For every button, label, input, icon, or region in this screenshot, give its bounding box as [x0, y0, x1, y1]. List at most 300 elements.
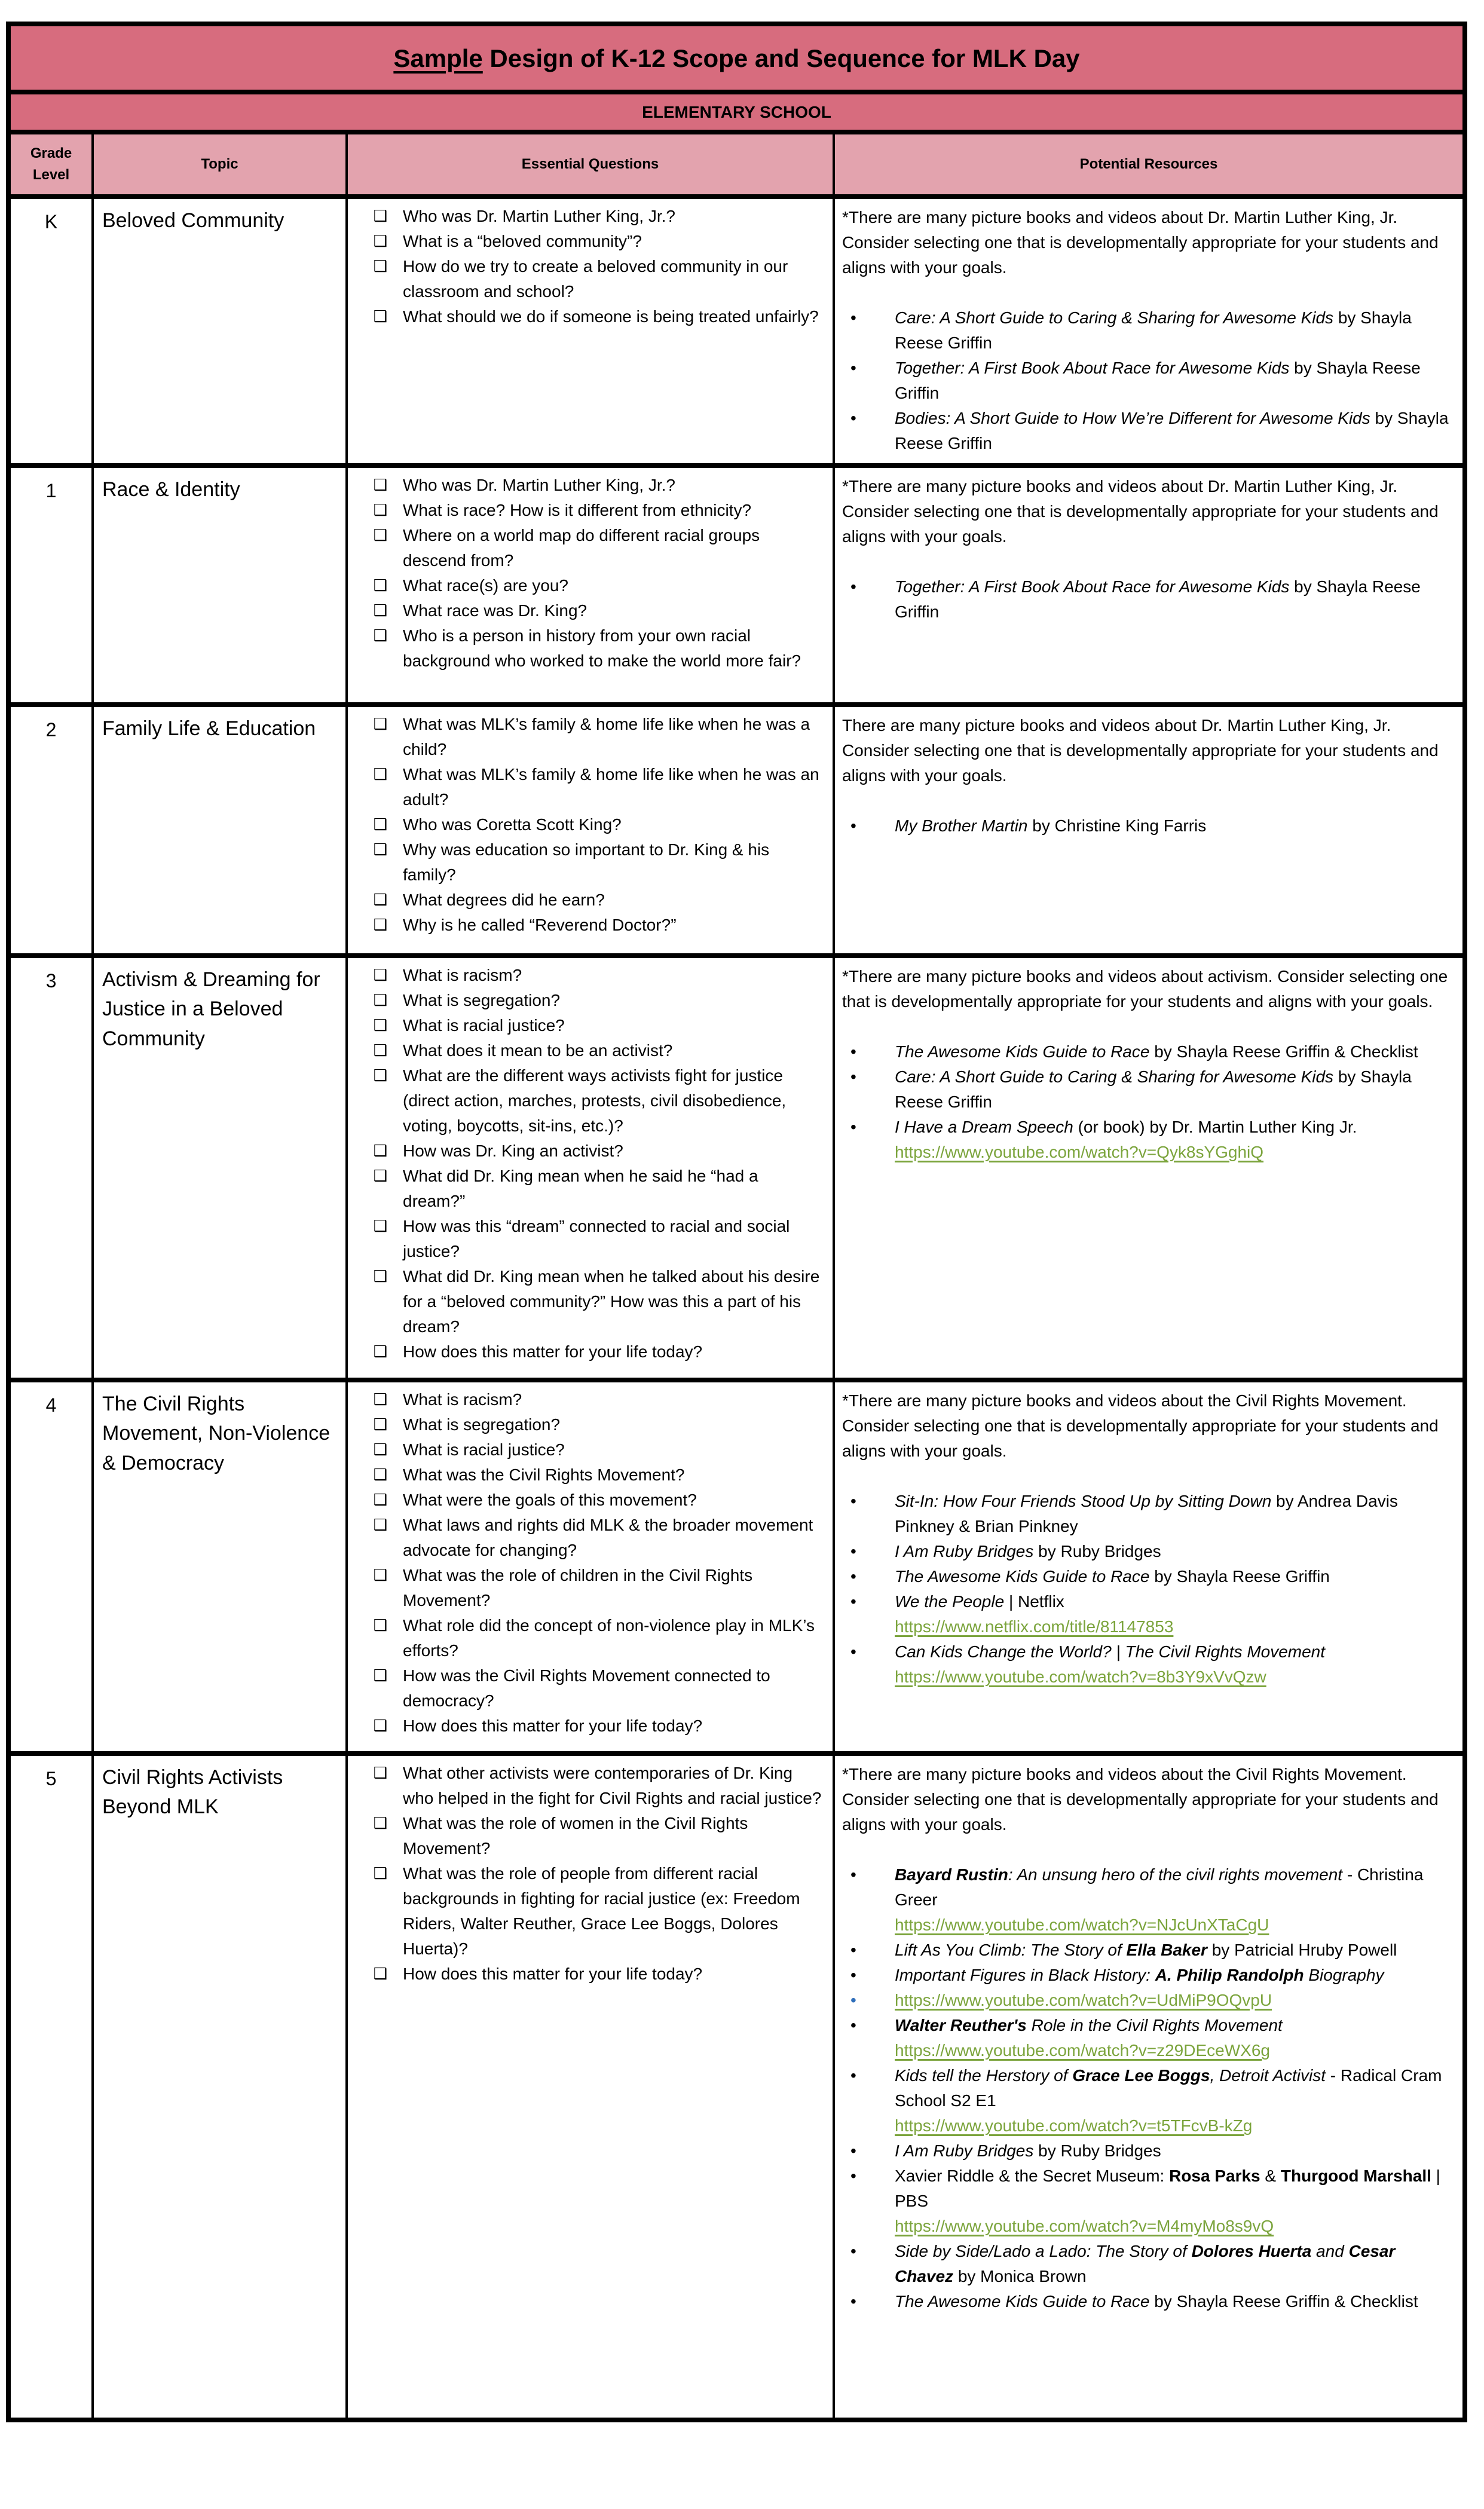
- bullet-icon: •: [850, 2066, 856, 2085]
- bullet-icon: •: [850, 1492, 856, 1510]
- question-item: [348, 1663, 829, 1714]
- question-item: [348, 762, 829, 812]
- resource-text-segment: by Shayla Reese Griffin: [895, 409, 1449, 452]
- topic-cell: Activism & Dreaming for Justice in a Beloved Community: [91, 958, 345, 1378]
- question-list: [348, 204, 829, 329]
- resource-text: [895, 1064, 1454, 1115]
- resource-link[interactable]: https://www.youtube.com/watch?v=Qyk8sYGghiQ: [895, 1143, 1264, 1161]
- resource-item: [842, 1064, 1454, 1115]
- question-item: [348, 1214, 829, 1264]
- question-text: How was the Civil Rights Movement connected to democracy?: [403, 1666, 770, 1710]
- resource-text-segment: I Am Ruby Bridges: [895, 1542, 1034, 1561]
- question-text: What is segregation?: [403, 991, 561, 1009]
- resource-text-segment: | PBS: [895, 2167, 1440, 2210]
- resource-text-segment: and: [1311, 2242, 1349, 2260]
- question-item: [348, 1563, 829, 1613]
- resource-text-segment: The Awesome Kids Guide to Race: [895, 1567, 1150, 1586]
- checkbox-icon: ❑: [373, 1764, 387, 1782]
- question-text: What should we do if someone is being treated unfairly?: [403, 307, 819, 326]
- resource-text-segment: My Brother Martin: [895, 816, 1028, 835]
- checkbox-icon: ❑: [373, 1167, 387, 1185]
- topic-cell: Civil Rights Activists Beyond MLK: [91, 1756, 345, 2418]
- resource-text: [895, 2164, 1454, 2239]
- resource-link[interactable]: https://www.youtube.com/watch?v=UdMiP9OQvpU: [895, 1991, 1272, 2009]
- question-text: What is segregation?: [403, 1415, 561, 1434]
- question-item: [348, 254, 829, 304]
- resource-text-segment: Side by Side/Lado a Lado: The Story of: [895, 2242, 1192, 2260]
- resources-intro: *There are many picture books and videos about Dr. Martin Luther King, Jr. Consider selecting one that is developmentally appropriate for your students and aligns with your goals.: [842, 208, 1439, 277]
- question-text: What role did the concept of non-violence play in MLK’s efforts?: [403, 1616, 815, 1660]
- checkbox-icon: ❑: [373, 1865, 387, 1883]
- question-text: Who is a person in history from your own racial background who worked to make the world more fair?: [403, 626, 801, 670]
- checkbox-icon: ❑: [373, 1217, 387, 1235]
- questions-cell: [345, 1756, 833, 2418]
- resource-list: [842, 1862, 1454, 2314]
- question-text: How does this matter for your life today?: [403, 1716, 703, 1735]
- resource-text: [895, 2289, 1454, 2314]
- question-text: Who was Coretta Scott King?: [403, 815, 622, 834]
- question-list: [348, 963, 829, 1364]
- question-item: [348, 1488, 829, 1513]
- resource-text-segment: Biography: [1304, 1966, 1384, 1984]
- question-item: [348, 573, 829, 598]
- topic-cell: Family Life & Education: [91, 707, 345, 953]
- resource-text: [895, 2013, 1454, 2063]
- question-text: How was this “dream” connected to racial and social justice?: [403, 1217, 790, 1260]
- question-text: What was the Civil Rights Movement?: [403, 1465, 685, 1484]
- question-text: Where on a world map do different racial groups descend from?: [403, 526, 760, 570]
- checkbox-icon: ❑: [373, 1268, 387, 1286]
- checkbox-icon: ❑: [373, 627, 387, 645]
- question-text: Why was education so important to Dr. King & his family?: [403, 840, 770, 884]
- bullet-icon: •: [850, 1542, 856, 1561]
- question-item: [348, 1761, 829, 1811]
- topic-cell: Beloved Community: [91, 199, 345, 463]
- question-item: [348, 1038, 829, 1063]
- question-item: [348, 229, 829, 254]
- checkbox-icon: ❑: [373, 1142, 387, 1160]
- resource-link[interactable]: https://www.youtube.com/watch?v=t5TFcvB-kZg: [895, 2116, 1253, 2135]
- question-item: [348, 1139, 829, 1164]
- checkbox-icon: ❑: [373, 308, 387, 326]
- question-text: Who was Dr. Martin Luther King, Jr.?: [403, 207, 675, 225]
- bullet-icon: •: [850, 308, 856, 327]
- resource-text-segment: : An unsung hero of the civil rights movement: [1008, 1865, 1343, 1884]
- topic-cell: The Civil Rights Movement, Non-Violence & Democracy: [91, 1382, 345, 1751]
- resource-text-segment: Care: A Short Guide to Caring & Sharing for Awesome Kids: [895, 308, 1334, 327]
- questions-cell: [345, 199, 833, 463]
- resource-text-segment: | Netflix: [1004, 1592, 1064, 1611]
- question-item: [348, 523, 829, 573]
- checkbox-icon: ❑: [373, 258, 387, 276]
- scope-sequence-table: [6, 22, 1467, 2422]
- table-row: [11, 194, 1462, 463]
- resource-text: [895, 2138, 1454, 2164]
- resources-intro: There are many picture books and videos about Dr. Martin Luther King, Jr. Consider selecting one that is developmentally appropriate for your students and aligns with your goals.: [842, 716, 1439, 785]
- grade-cell: 2: [45, 719, 57, 741]
- question-text: How do we try to create a beloved community in our classroom and school?: [403, 257, 788, 301]
- resource-item: [842, 1539, 1454, 1564]
- resource-text-segment: Important Figures in Black History:: [895, 1966, 1155, 1984]
- question-item: [348, 1513, 829, 1563]
- checkbox-icon: ❑: [373, 891, 387, 909]
- grade-cell: K: [44, 211, 58, 232]
- resource-item: [842, 1988, 1454, 2013]
- resource-text-segment: by Shayla Reese Griffin: [895, 308, 1412, 352]
- question-item: [348, 888, 829, 913]
- resource-text-segment: Xavier Riddle & the Secret Museum:: [895, 2167, 1170, 2185]
- question-item: [348, 837, 829, 888]
- resource-text: [895, 406, 1454, 456]
- resource-text-segment: by Patricial Hruby Powell: [1207, 1941, 1397, 1959]
- checkbox-icon: ❑: [373, 1017, 387, 1035]
- bullet-icon: •: [850, 1592, 856, 1611]
- resource-text-segment: Role in the Civil Rights Movement: [1026, 2016, 1283, 2034]
- resource-item: [842, 2138, 1454, 2164]
- section-header: ELEMENTARY SCHOOL: [11, 94, 1462, 134]
- resource-item: [842, 1115, 1454, 1165]
- resource-item: [842, 2164, 1454, 2239]
- title-rest: Design of K-12 Scope and Sequence for MLK Day: [482, 44, 1080, 72]
- question-item: [348, 712, 829, 762]
- question-item: [348, 304, 829, 329]
- resource-text-segment: by Ruby Bridges: [1033, 1542, 1161, 1561]
- question-item: [348, 1013, 829, 1038]
- resource-text-segment: by Ruby Bridges: [1033, 2141, 1161, 2160]
- checkbox-icon: ❑: [373, 1343, 387, 1361]
- resource-text: [895, 1988, 1454, 2013]
- questions-cell: [345, 1382, 833, 1751]
- checkbox-icon: ❑: [373, 1566, 387, 1584]
- resource-link[interactable]: https://www.netflix.com/title/81147853: [895, 1617, 1174, 1636]
- question-text: What is a “beloved community”?: [403, 232, 642, 250]
- question-text: What race was Dr. King?: [403, 601, 588, 620]
- question-text: Why is he called “Reverend Doctor?”: [403, 916, 677, 934]
- checkbox-icon: ❑: [373, 602, 387, 620]
- question-text: Who was Dr. Martin Luther King, Jr.?: [403, 476, 675, 494]
- resource-text-segment: Can Kids Change the World? | The Civil Rights Movement: [895, 1642, 1326, 1661]
- question-list: [348, 1761, 829, 1987]
- resource-text: [895, 305, 1454, 356]
- question-item: [348, 1962, 829, 1987]
- question-item: [348, 1387, 829, 1412]
- resource-text-segment: by Andrea Davis Pinkney & Brian Pinkney: [895, 1492, 1398, 1535]
- resource-text-segment: by Christine King Farris: [1027, 816, 1207, 835]
- resource-list: [842, 1489, 1454, 1690]
- resource-item: [842, 813, 1454, 839]
- resource-text-segment: Care: A Short Guide to Caring & Sharing for Awesome Kids: [895, 1067, 1334, 1086]
- bullet-icon: •: [850, 2167, 856, 2185]
- grade-cell: 3: [45, 970, 57, 992]
- resource-text-segment: Grace Lee Boggs: [1072, 2066, 1210, 2085]
- resource-text-segment: Ella Baker: [1126, 1941, 1207, 1959]
- resource-text-segment: by Shayla Reese Griffin & Checklist: [1149, 2292, 1418, 2311]
- resource-item: [842, 406, 1454, 456]
- question-text: What is racial justice?: [403, 1016, 565, 1035]
- column-header-questions: Essential Questions: [345, 134, 833, 194]
- checkbox-icon: ❑: [373, 501, 387, 519]
- resources-cell: [833, 1382, 1462, 1751]
- resource-text-segment: &: [1260, 2167, 1281, 2185]
- resource-text-segment: , Detroit Activist: [1210, 2066, 1326, 2085]
- question-text: What degrees did he earn?: [403, 891, 605, 909]
- question-text: What other activists were contemporaries of Dr. King who helped in the fight for Civil Rights and racial justice?: [403, 1764, 822, 1807]
- question-item: [348, 1462, 829, 1488]
- resource-item: [842, 1589, 1454, 1639]
- bullet-icon: •: [850, 1865, 856, 1884]
- question-item: [348, 598, 829, 623]
- resource-text: [895, 2239, 1454, 2289]
- resource-item: [842, 2289, 1454, 2314]
- resource-text-segment: Cesar Chavez: [895, 2242, 1396, 2285]
- grade-cell: 1: [45, 480, 57, 501]
- question-text: What was MLK’s family & home life like when he was an adult?: [403, 765, 819, 809]
- table-row: [11, 463, 1462, 702]
- bullet-icon: •: [850, 816, 856, 835]
- resources-intro: *There are many picture books and videos about the Civil Rights Movement. Consider selecting one that is developmentally appropriate for your students and aligns with your goals.: [842, 1391, 1439, 1460]
- bullet-icon: •: [850, 1067, 856, 1086]
- question-text: What were the goals of this movement?: [403, 1491, 697, 1509]
- resource-text-segment: - Radical Cram School S2 E1: [895, 2066, 1442, 2110]
- resource-text: [895, 1564, 1454, 1589]
- question-text: What is racism?: [403, 966, 522, 984]
- resources-cell: [833, 1756, 1462, 2418]
- checkbox-icon: ❑: [373, 766, 387, 784]
- resource-text-segment: Sit-In: How Four Friends Stood Up by Sitting Down: [895, 1492, 1272, 1510]
- checkbox-icon: ❑: [373, 916, 387, 934]
- resource-text: [895, 2063, 1454, 2138]
- resource-item: [842, 1639, 1454, 1690]
- question-item: [348, 1264, 829, 1339]
- checkbox-icon: ❑: [373, 1667, 387, 1685]
- resource-text-segment: We the People: [895, 1592, 1005, 1611]
- resource-text: [895, 1938, 1454, 1963]
- resource-item: [842, 574, 1454, 625]
- bullet-icon: •: [850, 2141, 856, 2160]
- checkbox-icon: ❑: [373, 577, 387, 595]
- resource-item: [842, 356, 1454, 406]
- resource-text: [895, 1115, 1454, 1165]
- resource-text-segment: I Have a Dream Speech: [895, 1118, 1073, 1136]
- resource-link[interactable]: https://www.youtube.com/watch?v=NJcUnXTaCgU: [895, 1916, 1269, 1934]
- resource-text: [895, 1039, 1454, 1064]
- topic-cell: Race & Identity: [91, 468, 345, 702]
- resource-item: [842, 1564, 1454, 1589]
- resource-text-segment: Rosa Parks: [1169, 2167, 1260, 2185]
- question-item: [348, 1164, 829, 1214]
- bullet-icon: •: [850, 1642, 856, 1661]
- resource-item: [842, 1963, 1454, 1988]
- table-row: [11, 702, 1462, 953]
- page-title-text: [393, 39, 1079, 77]
- resource-item: [842, 1039, 1454, 1064]
- resource-link[interactable]: https://www.youtube.com/watch?v=M4myMo8s9vQ: [895, 2217, 1274, 2235]
- table-row: [11, 953, 1462, 1378]
- resource-list: [842, 574, 1454, 625]
- resource-item: [842, 2239, 1454, 2289]
- bullet-icon: •: [850, 1042, 856, 1061]
- table-row: [11, 1751, 1462, 2418]
- question-item: [348, 1339, 829, 1364]
- question-item: [348, 204, 829, 229]
- checkbox-icon: ❑: [373, 527, 387, 544]
- column-header-grade: Grade Level: [11, 134, 91, 194]
- table-body: [11, 194, 1462, 2418]
- checkbox-icon: ❑: [373, 1042, 387, 1060]
- checkbox-icon: ❑: [373, 1617, 387, 1635]
- resource-text-segment: Together: A First Book About Race for Awesome Kids: [895, 359, 1290, 377]
- resources-cell: [833, 958, 1462, 1378]
- checkbox-icon: ❑: [373, 1491, 387, 1509]
- resource-text-segment: Kids tell the Herstory of: [895, 2066, 1073, 2085]
- resource-item: [842, 1489, 1454, 1539]
- question-item: [348, 963, 829, 988]
- resource-text: [895, 1862, 1454, 1938]
- question-item: [348, 623, 829, 674]
- question-text: What race(s) are you?: [403, 576, 568, 595]
- question-item: [348, 1412, 829, 1437]
- column-header-row: [11, 134, 1462, 194]
- column-header-resources: Potential Resources: [833, 134, 1462, 194]
- question-text: What does it mean to be an activist?: [403, 1041, 673, 1060]
- question-text: What was the role of children in the Civil Rights Movement?: [403, 1566, 753, 1610]
- question-item: [348, 1811, 829, 1861]
- resource-text-segment: Dolores Huerta: [1191, 2242, 1312, 2260]
- question-item: [348, 473, 829, 498]
- resource-item: [842, 1862, 1454, 1938]
- question-text: How was Dr. King an activist?: [403, 1142, 623, 1160]
- question-item: [348, 988, 829, 1013]
- resources-cell: [833, 468, 1462, 702]
- resource-item: [842, 2063, 1454, 2138]
- resource-item: [842, 305, 1454, 356]
- bullet-icon: •: [850, 1118, 856, 1136]
- resource-text-segment: by Shayla Reese Griffin: [895, 359, 1421, 402]
- checkbox-icon: ❑: [373, 841, 387, 859]
- question-text: What is racism?: [403, 1390, 522, 1409]
- resource-text-segment: The Awesome Kids Guide to Race: [895, 2292, 1150, 2311]
- bullet-icon: •: [850, 409, 856, 427]
- resources-cell: [833, 707, 1462, 953]
- question-item: [348, 1714, 829, 1739]
- page-title: [11, 26, 1462, 94]
- resource-text-segment: (or book) by Dr. Martin Luther King Jr.: [1073, 1118, 1357, 1136]
- resource-item: [842, 1938, 1454, 1963]
- checkbox-icon: ❑: [373, 476, 387, 494]
- question-text: How does this matter for your life today?: [403, 1965, 703, 1983]
- checkbox-icon: ❑: [373, 1441, 387, 1459]
- bullet-icon: •: [850, 359, 856, 377]
- resource-list: [842, 813, 1454, 839]
- bullet-icon: •: [850, 577, 856, 596]
- resources-intro: *There are many picture books and videos about activism. Consider selecting one that is developmentally appropriate for your students and aligns with your goals.: [842, 967, 1448, 1011]
- resource-text-segment: by Shayla Reese Griffin: [1149, 1567, 1330, 1586]
- checkbox-icon: ❑: [373, 232, 387, 250]
- resource-text-segment: Lift As You Climb: The Story of: [895, 1941, 1127, 1959]
- resource-item: [842, 2013, 1454, 2063]
- bullet-icon: •: [850, 2292, 856, 2311]
- question-text: What was the role of women in the Civil Rights Movement?: [403, 1814, 748, 1858]
- resource-text: [895, 1639, 1454, 1690]
- checkbox-icon: ❑: [373, 816, 387, 834]
- question-text: What was MLK’s family & home life like when he was a child?: [403, 715, 810, 758]
- checkbox-icon: ❑: [373, 1391, 387, 1409]
- question-item: [348, 812, 829, 837]
- question-text: What are the different ways activists fight for justice (direct action, marches, protests, civil disobedience, voting, boycotts, sit-ins, etc.)?: [403, 1066, 787, 1135]
- resources-cell: [833, 199, 1462, 463]
- question-text: What is racial justice?: [403, 1440, 565, 1459]
- checkbox-icon: ❑: [373, 1815, 387, 1832]
- question-item: [348, 1613, 829, 1663]
- bullet-icon: •: [850, 2242, 856, 2260]
- question-list: [348, 473, 829, 674]
- resource-text: [895, 356, 1454, 406]
- resources-intro: *There are many picture books and videos about Dr. Martin Luther King, Jr. Consider selecting one that is developmentally appropriate for your students and aligns with your goals.: [842, 477, 1439, 546]
- resource-list: [842, 1039, 1454, 1165]
- bullet-icon: •: [850, 1991, 856, 2009]
- checkbox-icon: ❑: [373, 1717, 387, 1735]
- question-item: [348, 498, 829, 523]
- bullet-icon: •: [850, 1966, 856, 1984]
- question-item: [348, 1861, 829, 1962]
- resource-text-segment: Bodies: A Short Guide to How We’re Different for Awesome Kids: [895, 409, 1370, 427]
- resource-list: [842, 305, 1454, 456]
- checkbox-icon: ❑: [373, 1965, 387, 1983]
- question-text: What did Dr. King mean when he said he “had a dream?”: [403, 1167, 758, 1210]
- grade-cell: 4: [45, 1394, 57, 1416]
- questions-cell: [345, 468, 833, 702]
- checkbox-icon: ❑: [373, 1516, 387, 1534]
- resource-text: [895, 1963, 1454, 1988]
- bullet-icon: •: [850, 1567, 856, 1586]
- checkbox-icon: ❑: [373, 992, 387, 1009]
- question-item: [348, 1437, 829, 1462]
- questions-cell: [345, 958, 833, 1378]
- resource-text-segment: Together: A First Book About Race for Awesome Kids: [895, 577, 1290, 596]
- questions-cell: [345, 707, 833, 953]
- resource-link[interactable]: https://www.youtube.com/watch?v=8b3Y9xVvQzw: [895, 1667, 1266, 1686]
- resource-text-segment: by Shayla Reese Griffin: [895, 1067, 1412, 1111]
- bullet-icon: •: [850, 1941, 856, 1959]
- resource-text-segment: A. Philip Randolph: [1155, 1966, 1304, 1984]
- resources-intro: *There are many picture books and videos about the Civil Rights Movement. Consider selecting one that is developmentally appropriate for your students and aligns with your goals.: [842, 1765, 1439, 1834]
- question-text: How does this matter for your life today?: [403, 1342, 703, 1361]
- resource-text-segment: I Am Ruby Bridges: [895, 2141, 1034, 2160]
- checkbox-icon: ❑: [373, 1067, 387, 1085]
- checkbox-icon: ❑: [373, 1466, 387, 1484]
- resource-text-segment: by Shayla Reese Griffin: [895, 577, 1421, 621]
- resource-text-segment: The Awesome Kids Guide to Race: [895, 1042, 1150, 1061]
- grade-cell: 5: [45, 1768, 57, 1789]
- question-item: [348, 1063, 829, 1139]
- question-text: What is race? How is it different from ethnicity?: [403, 501, 752, 519]
- resource-text: [895, 1539, 1454, 1564]
- checkbox-icon: ❑: [373, 1416, 387, 1434]
- column-header-topic: Topic: [91, 134, 345, 194]
- resource-text: [895, 813, 1454, 839]
- title-underlined-word: Sample: [393, 44, 483, 72]
- resource-link[interactable]: https://www.youtube.com/watch?v=z29DEceWX6g: [895, 2041, 1270, 2060]
- checkbox-icon: ❑: [373, 966, 387, 984]
- resource-text-segment: by Shayla Reese Griffin & Checklist: [1149, 1042, 1418, 1061]
- question-text: What laws and rights did MLK & the broader movement advocate for changing?: [403, 1516, 813, 1559]
- resource-text-segment: by Monica Brown: [953, 2267, 1087, 2285]
- checkbox-icon: ❑: [373, 207, 387, 225]
- checkbox-icon: ❑: [373, 715, 387, 733]
- question-text: What was the role of people from different racial backgrounds in fighting for racial justice (ex: Freedom Riders, Walter Reuther, Grace Lee Boggs, Dolores Huerta)?: [403, 1864, 800, 1958]
- table-row: [11, 1378, 1462, 1751]
- resource-text: [895, 1589, 1454, 1639]
